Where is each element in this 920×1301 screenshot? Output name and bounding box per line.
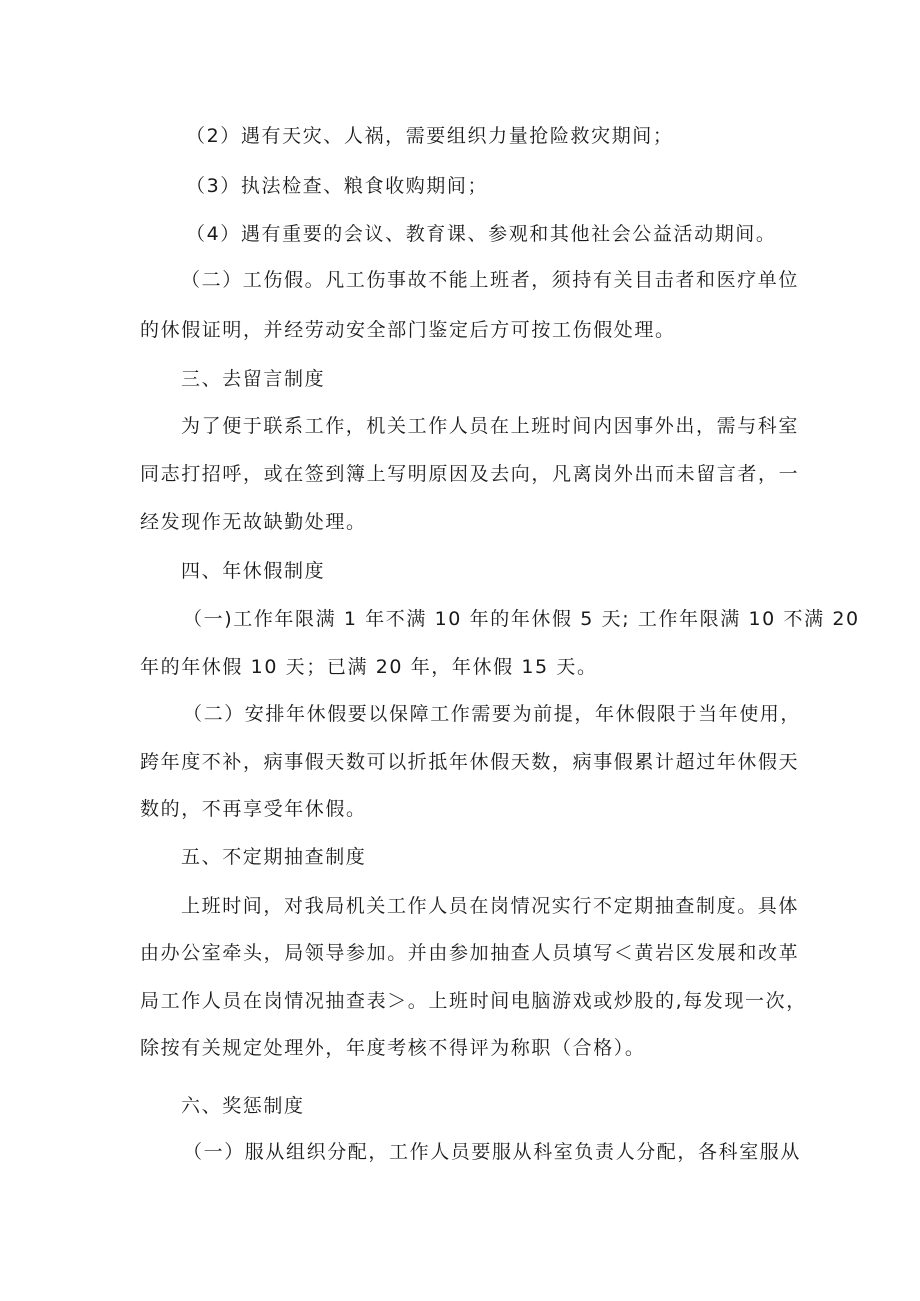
text-line: 为了便于联系工作，机关工作人员在上班时间内因事外出，需与科室 <box>181 415 800 437</box>
text-line: 数的，不再享受年休假。 <box>140 798 367 820</box>
text-line: 除按有关规定处理外，年度考核不得评为称职（合格）。 <box>140 1037 646 1059</box>
text-line: 局工作人员在岗情况抽查表＞。上班时间电脑游戏或炒股的,每发现一次， <box>140 990 807 1012</box>
text-line: 经发现作无故缺勤处理。 <box>140 511 367 533</box>
section-heading: 五、不定期抽查制度 <box>181 846 367 868</box>
text-line: （二）工伤假。凡工伤事故不能上班者，须持有关目击者和医疗单位 <box>181 269 800 291</box>
text-line: （一）服从组织分配，工作人员要服从科室负责人分配，各科室服从 <box>183 1141 802 1163</box>
text-line: （4）遇有重要的会议、教育课、参观和其他社会公益活动期间。 <box>186 223 777 245</box>
section-heading: 三、去留言制度 <box>181 368 326 390</box>
text-line: （2）遇有天灾、人祸，需要组织力量抢险救灾期间； <box>186 125 674 147</box>
text-line: 年的年休假 10 天；已满 20 年，年休假 15 天。 <box>140 656 598 678</box>
section-heading: 四、年休假制度 <box>181 560 326 582</box>
text-line: 由办公室牵头，局领导参加。并由参加抽查人员填写＜黄岩区发展和改革 <box>140 942 800 964</box>
text-line: （一)工作年限满 1 年不满 10 年的年休假 5 天; 工作年限满 10 不满 20 <box>183 608 860 630</box>
text-line: （3）执法检查、粮食收购期间； <box>186 175 489 197</box>
text-line: 同志打招呼，或在签到簿上写明原因及去向，凡离岗外出而未留言者，一 <box>140 463 800 485</box>
text-line: 上班时间，对我局机关工作人员在岗情况实行不定期抽查制度。具体 <box>181 895 800 917</box>
text-line: 跨年度不补，病事假天数可以折抵年休假天数，病事假累计超过年休假天 <box>140 751 800 773</box>
text-line: 的休假证明，并经劳动安全部门鉴定后方可按工伤假处理。 <box>140 319 676 341</box>
text-line: （二）安排年休假要以保障工作需要为前提，年休假限于当年使用， <box>183 703 802 725</box>
section-heading: 六、奖惩制度 <box>181 1095 305 1117</box>
